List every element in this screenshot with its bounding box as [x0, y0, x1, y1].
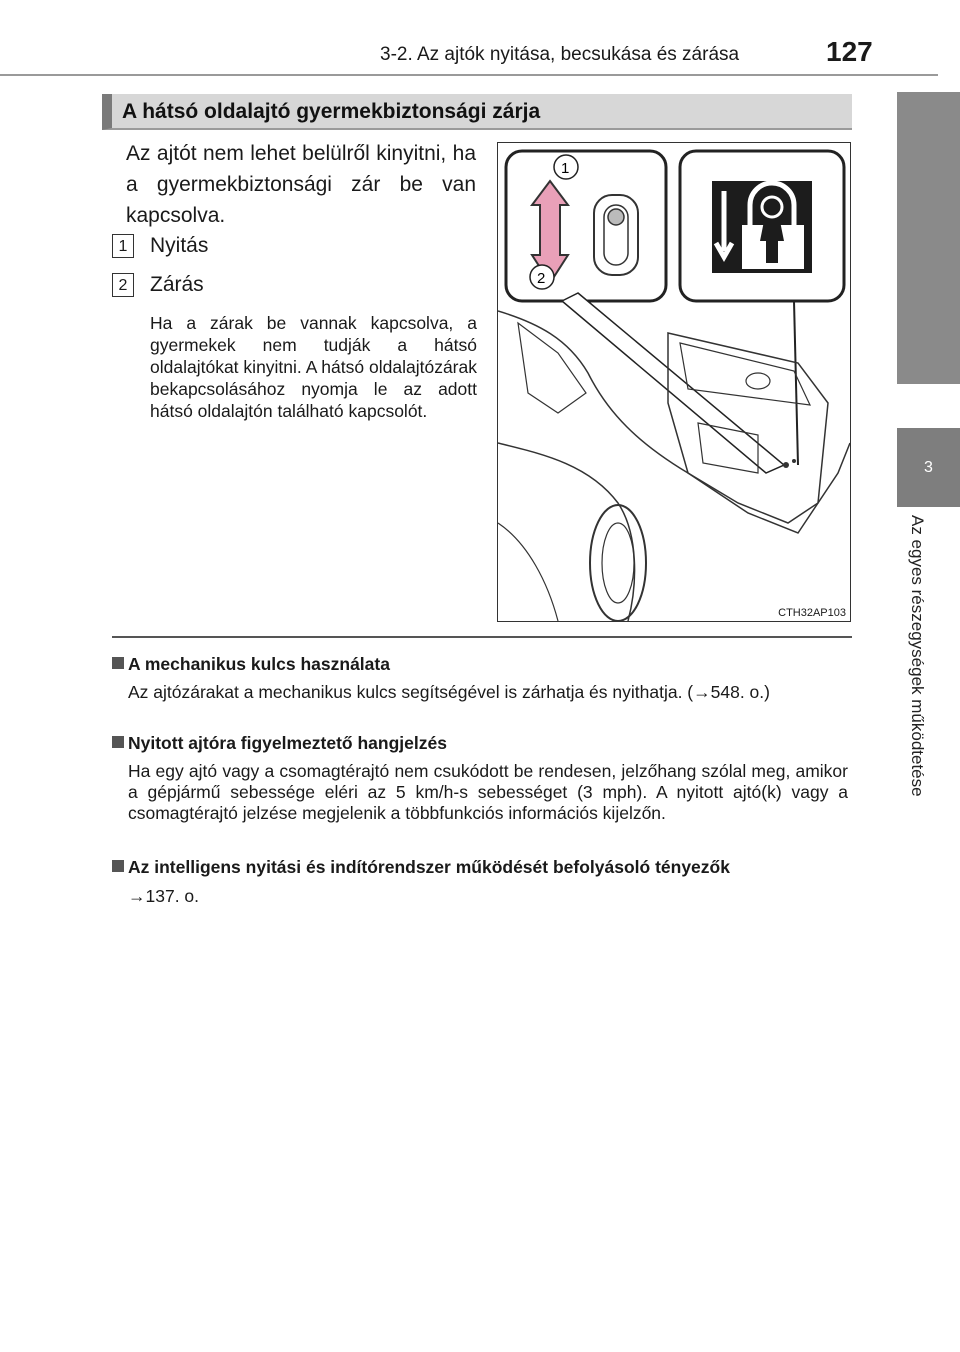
side-strip	[897, 92, 960, 384]
item-body: Ha egy ajtó vagy a csomagtérajtó nem csukódott be rendesen, jelzőhang szólal meg, amikor a gépjármű sebessége eléri az 5 km/h-s sebességet (3 mph). A nyitott ajtó(k) vagy a csomagtérajtó jelzése megjelenik a többfunkciós információs kijelzőn.	[128, 761, 848, 823]
chapter-tab: 3	[897, 428, 960, 507]
step-1	[112, 234, 208, 258]
item-heading	[112, 857, 730, 878]
page-header-section: 3-2. Az ajtók nyitása, becsukása és zárása	[380, 44, 740, 65]
chapter-title: Az egyes részegységek működtetése	[908, 515, 927, 797]
switch-knob	[608, 209, 624, 225]
switch-body	[594, 195, 638, 275]
callout-1: 1	[561, 160, 570, 177]
item-body: →137. o.	[128, 886, 200, 906]
item-title: Nyitott ajtóra figyelmeztető hangjelzés	[128, 733, 447, 753]
item-title: Az intelligens nyitási és indítórendszer működését befolyásoló tényezők	[128, 857, 730, 877]
header-rule	[0, 74, 938, 76]
callout-2: 2	[537, 270, 546, 287]
bullet-square-icon	[112, 657, 124, 669]
section-title: A hátsó oldalajtó gyermekbiztonsági zárja	[122, 100, 541, 123]
item-title: A mechanikus kulcs használata	[128, 654, 390, 674]
item-heading	[112, 654, 390, 675]
child-lock-figure	[497, 142, 851, 622]
item-heading	[112, 733, 447, 754]
step-label: Zárás	[150, 273, 204, 296]
intro-text: Az ajtót nem lehet belülről kinyitni, ha a gyermekbiztonsági zár be van kapcsolva.	[126, 142, 476, 227]
step-number: 1	[112, 234, 134, 258]
section-bar	[102, 94, 852, 130]
figure-code: CTH32AP103	[778, 607, 846, 619]
bullet-square-icon	[112, 736, 124, 748]
step-2	[112, 273, 204, 297]
step-label: Nyitás	[150, 234, 209, 257]
item-body: Az ajtózárakat a mechanikus kulcs segítségével is zárhatja és nyithatja. (→548. o.)	[128, 682, 770, 702]
bullet-square-icon	[112, 860, 124, 872]
door-illustration	[498, 143, 850, 621]
step-number: 2	[112, 273, 134, 297]
divider	[112, 636, 852, 638]
page-number: 127	[826, 36, 873, 67]
note-text: Ha a zárak be vannak kapcsolva, a gyermekek nem tudják a hátsó oldalajtókat kinyitni. A hátsó oldalajtózárak bekapcsolásához nyomja le az adott hátsó oldalajtón található kapcsolót.	[150, 313, 477, 421]
